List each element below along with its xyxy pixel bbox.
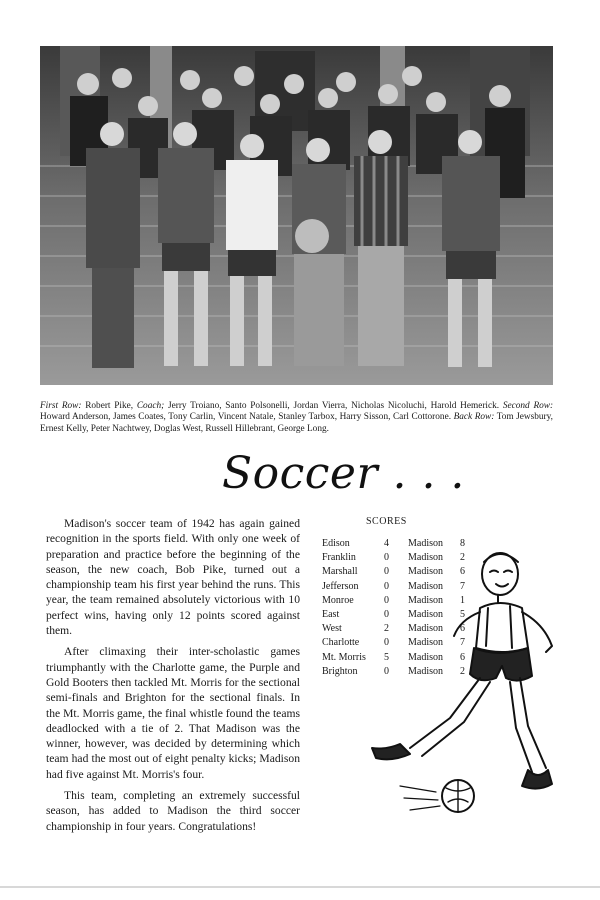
soccer-player-cartoon <box>360 548 570 818</box>
team-name: Madison <box>408 651 443 663</box>
team-score: 6 <box>460 623 465 635</box>
opponent-score: 0 <box>384 552 389 564</box>
first-row-label: First Row: <box>40 401 82 411</box>
opponent-name: Franklin <box>322 552 356 564</box>
opponent-score: 0 <box>384 637 389 649</box>
opponent-name: Brighton <box>322 665 358 677</box>
opponent-name: Edison <box>322 538 350 549</box>
second-row-players: Howard Anderson, James Coates, Tony Carlin, Vincent Natale, Stanley Tarbox, Harry Sisson, Carl Cottorone. <box>40 412 452 423</box>
photo-caption <box>40 401 553 435</box>
scores-heading: SCORES <box>366 516 407 527</box>
team-score: 2 <box>460 665 465 677</box>
opponent-name: West <box>322 623 342 635</box>
opponent-score: 2 <box>384 623 389 635</box>
opponent-name: Marshall <box>322 566 358 578</box>
page-title: Soccer . . . <box>222 448 465 499</box>
team-name: Madison <box>408 637 443 649</box>
first-row-players: Jerry Troiano, Santo Polsonelli, Jordan Vierra, Nicholas Nicoluchi, Harold Hemerick. <box>167 401 500 411</box>
team-name: Madison <box>408 552 443 564</box>
team-photo <box>40 46 553 385</box>
opponent-score: 0 <box>384 566 389 578</box>
team-score: 6 <box>460 651 465 663</box>
team-score: 5 <box>460 609 465 621</box>
back-row-label: Back Row: <box>453 412 495 423</box>
team-name: Madison <box>408 609 443 621</box>
team-score: 6 <box>460 566 465 578</box>
team-score: 1 <box>460 594 465 606</box>
team-name: Madison <box>408 538 443 549</box>
opponent-name: East <box>322 609 340 621</box>
opponent-score: 5 <box>384 651 389 663</box>
team-name: Madison <box>408 566 443 578</box>
paragraph: This team, completing an extremely successful season, has added to Madison the third soccer championship in four years. Congratulations! <box>46 789 300 833</box>
coach-title: Coach; <box>136 401 165 411</box>
paragraph: After climaxing their inter-scholastic games triumphantly with the Charlotte game, the Purple and Gold Booters then tackled Mt. Morris for the sectional semi-finals and Brighton for the sectional finals. In the Mt. Morris game, the final whistle found the teams deadlocked with a tie of 2. That Madison was the winner, however, was decided by determining which team had the most out of eight penalty kicks; Madison had five against Mt. Morris's four. <box>46 645 300 781</box>
opponent-score: 4 <box>384 538 389 549</box>
opponent-score: 0 <box>384 665 389 677</box>
team-name: Madison <box>408 665 443 677</box>
paragraph: Madison's soccer team of 1942 has again gained recognition in the sports field. With only one week of preparation and practice before the beginning of the season, the new coach, Bob Pike, turned out a championship team his first year behind the runs. This year, the team remained absolutely victorious with 10 perfect wins, having only 12 points scored against them. <box>46 517 300 638</box>
team-score: 8 <box>460 538 465 549</box>
team-score: 2 <box>460 552 465 564</box>
team-name: Madison <box>408 580 443 592</box>
coach-name: Robert Pike, <box>85 401 134 411</box>
opponent-score: 0 <box>384 609 389 621</box>
second-row-label: Second Row: <box>502 401 554 411</box>
opponent-score: 0 <box>384 580 389 592</box>
team-score: 7 <box>460 637 465 649</box>
opponent-score: 0 <box>384 594 389 606</box>
opponent-name: Jefferson <box>322 580 359 592</box>
article-body <box>46 516 300 840</box>
page-edge <box>0 886 600 888</box>
opponent-name: Monroe <box>322 594 354 606</box>
back-row-players: Tom Jewsbury, Ernest Kelly, Peter Nachtwey, Doglas West, Russell Hillebrant, George Long. <box>40 412 554 434</box>
opponent-name: Mt. Morris <box>322 651 366 663</box>
team-score: 7 <box>460 580 465 592</box>
team-name: Madison <box>408 623 443 635</box>
team-name: Madison <box>408 594 443 606</box>
opponent-name: Charlotte <box>322 637 360 649</box>
